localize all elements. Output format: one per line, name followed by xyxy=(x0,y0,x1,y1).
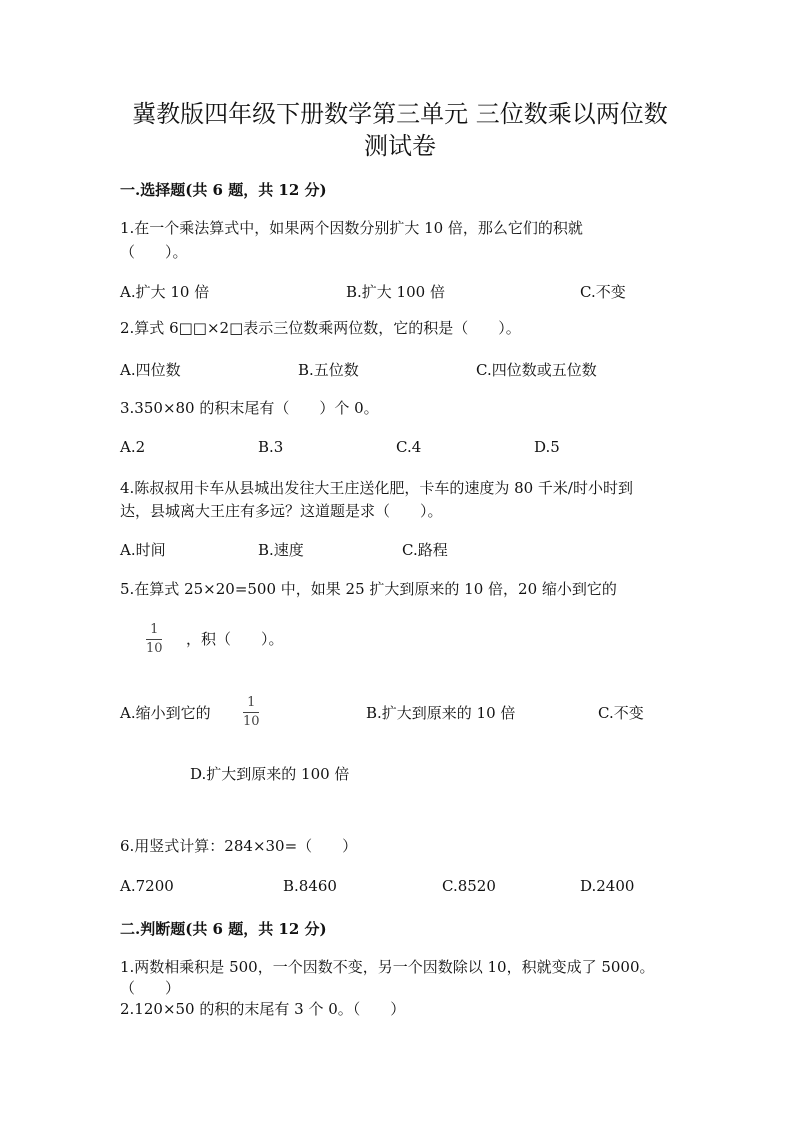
q2-option-c: C.四位数或五位数 xyxy=(476,361,597,379)
judge-question-1-line2: （ ） xyxy=(120,979,181,997)
q5-option-b: B.扩大到原来的 10 倍 xyxy=(366,704,516,722)
question-2: 2.算式 6□□×2□表示三位数乘两位数，它的积是（ ）。 xyxy=(120,319,521,337)
judge-question-1-line1: 1.两数相乘积是 500，一个因数不变，另一个因数除以 10，积就变成了 5000。 xyxy=(120,958,655,976)
q6-option-b: B.8460 xyxy=(283,877,337,895)
q5-fraction xyxy=(146,622,163,657)
section2-heading: 二.判断题(共 6 题，共 12 分) xyxy=(120,920,327,938)
q3-option-c: C.4 xyxy=(396,438,422,456)
q2-option-b: B.五位数 xyxy=(298,361,359,379)
q5-option-a-fraction-numerator: 1 xyxy=(247,695,256,710)
question-1-line2: （ ）。 xyxy=(120,243,188,261)
question-3: 3.350×80 的积末尾有（ ）个 0。 xyxy=(120,399,379,417)
q6-option-a: A.7200 xyxy=(120,877,174,895)
q5-fraction-numerator: 1 xyxy=(150,622,159,637)
document-title-line1: 冀教版四年级下册数学第三单元 三位数乘以两位数 xyxy=(132,100,668,128)
q1-option-b: B.扩大 100 倍 xyxy=(346,283,445,301)
q4-option-a: A.时间 xyxy=(120,541,166,559)
q5-fraction-bar xyxy=(146,639,162,640)
question-1-line1: 1.在一个乘法算式中，如果两个因数分别扩大 10 倍，那么它们的积就 xyxy=(120,219,583,237)
q6-option-d: D.2400 xyxy=(580,877,635,895)
judge-question-2: 2.120×50 的积的末尾有 3 个 0。（ ） xyxy=(120,1000,406,1018)
q5-option-a: A.缩小到它的 xyxy=(120,704,211,722)
q6-option-c: C.8520 xyxy=(442,877,496,895)
q5-option-a-fraction xyxy=(243,695,260,730)
question-4-line1: 4.陈叔叔用卡车从县城出发往大王庄送化肥，卡车的速度为 80 千米/时小时到 xyxy=(120,479,633,497)
q4-option-b: B.速度 xyxy=(258,541,304,559)
document-title-line2: 测试卷 xyxy=(364,132,436,160)
q5-option-d: D.扩大到原来的 100 倍 xyxy=(190,765,350,783)
q5-fraction-denominator: 10 xyxy=(146,641,163,656)
section1-heading: 一.选择题(共 6 题，共 12 分) xyxy=(120,181,327,199)
q5-option-a-fraction-denominator: 10 xyxy=(243,714,260,729)
question-5-line2: ，积（ ）。 xyxy=(186,630,284,648)
q3-option-b: B.3 xyxy=(258,438,284,456)
q1-option-c: C.不变 xyxy=(580,283,626,301)
question-5-line1: 5.在算式 25×20=500 中，如果 25 扩大到原来的 10 倍，20 缩小到它的 xyxy=(120,580,617,598)
q2-option-a: A.四位数 xyxy=(120,361,181,379)
q5-option-c: C.不变 xyxy=(598,704,644,722)
q1-option-a: A.扩大 10 倍 xyxy=(120,283,210,301)
q4-option-c: C.路程 xyxy=(402,541,448,559)
question-4-line2: 达，县城离大王庄有多远？这道题是求（ ）。 xyxy=(120,502,443,520)
q5-option-a-fraction-bar xyxy=(243,712,259,713)
question-6: 6.用竖式计算：284×30=（ ） xyxy=(120,837,358,855)
q3-option-a: A.2 xyxy=(120,438,146,456)
q3-option-d: D.5 xyxy=(534,438,560,456)
